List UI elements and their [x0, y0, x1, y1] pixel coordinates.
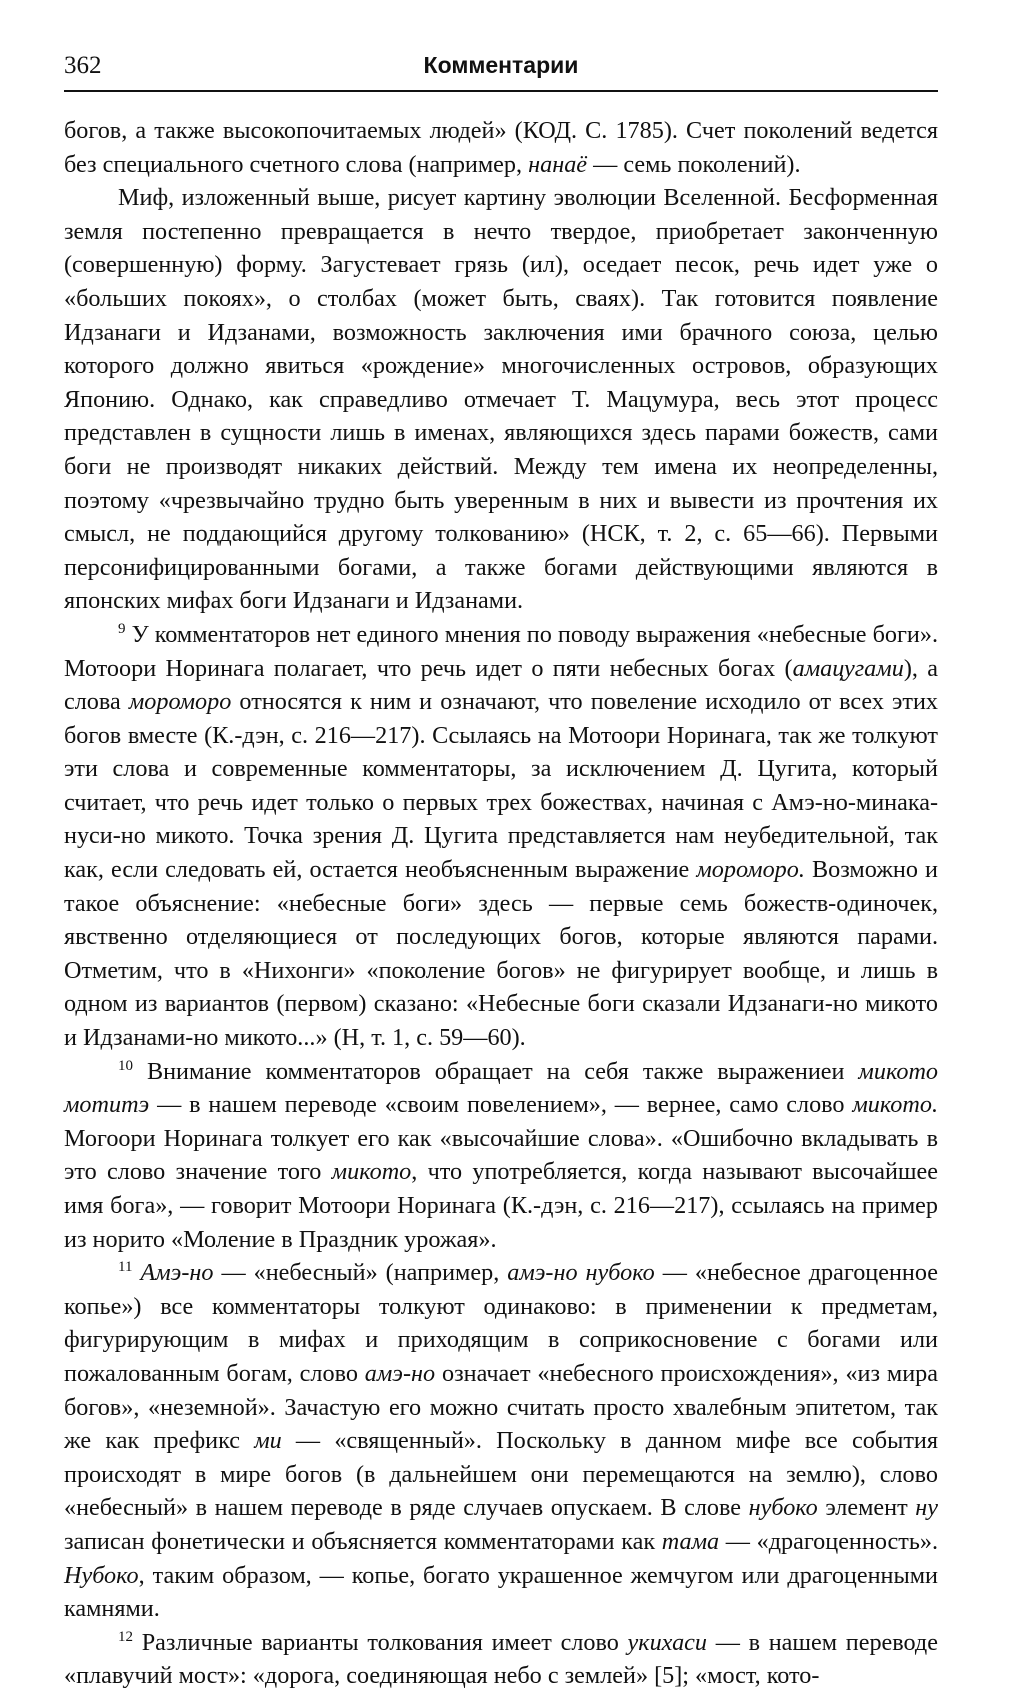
text-run: элемент [817, 1494, 916, 1522]
italic-term: укихаси [627, 1628, 708, 1656]
italic-term: мороморо [128, 688, 232, 716]
page-number: 362 [64, 52, 102, 79]
text-run: — «священный». Поскольку в данном мифе все события происходят в мире богов (в дальнейшем они перемещаются на землю), слово «небесный» в нашем переводе в ряде случаев опускаем. В слове [64, 1427, 938, 1522]
footnote-10 [64, 1055, 938, 1257]
footnote-12 [64, 1626, 938, 1693]
italic-term: микото мотитэ [64, 1057, 938, 1119]
text-run: Внимание комментаторов обращает на себя также выражениеи [133, 1057, 859, 1085]
paragraph-myth [64, 181, 938, 618]
footnote-9 [64, 618, 938, 1055]
footnote-marker: 9 [118, 620, 126, 637]
text-run: записан фонетически и объясняется комментаторами как [64, 1527, 662, 1555]
text-run: ), а слова [64, 654, 938, 716]
text-run: — семь поколений). [587, 150, 801, 178]
text-run: богов, а также высокопочитаемых людей» (КОД. С. 1785). Счет поколений ведется без специального счетного слова (например, [64, 117, 938, 178]
book-page [64, 44, 938, 1693]
italic-term: ми [254, 1427, 282, 1455]
italic-term: мороморо. [696, 856, 805, 884]
footnote-marker: 12 [118, 1628, 133, 1645]
italic-term: нанаё [528, 150, 588, 178]
italic-term: микото [331, 1158, 412, 1186]
italic-term: Нубоко [64, 1561, 139, 1589]
paragraph-continuation [64, 114, 938, 181]
text-run: — «драгоценность». [719, 1527, 938, 1555]
italic-term: микото. [852, 1091, 938, 1119]
text-run: — «небесный» (например, [213, 1259, 508, 1287]
italic-term: нубоко [748, 1494, 818, 1522]
italic-term: амэ-но [364, 1359, 436, 1387]
text-run: Возможно и такое объяснение: «небесные боги» здесь — первые семь божеств-одиночек, явственно отделяющиеся от последующих богов, которые являются парами. Отметим, что в «Нихонги» «поколение богов» не фигурирует вообще, и лишь в одном из вариантов (первом) сказано: «Небесные боги сказали Идзанаги-но микото и Идзанами-но микото...» (Н, т. 1, с. 59—60). [64, 856, 938, 1052]
text-run: — «небесное драгоценное копье») все комментаторы толкуют одинаково: в применении к предметам, фигурирующим в мифах и приходящим в соприкосновение с богами или пожалованным богам, слово [64, 1259, 938, 1387]
italic-term: тама [661, 1527, 720, 1555]
footnote-marker: 11 [118, 1259, 133, 1276]
text-run: — в нашем переводе «плавучий мост»: «дорога, соединяющая небо с землей» [5]; «мост, кото- [64, 1628, 938, 1690]
italic-term: Амэ-но [140, 1259, 214, 1287]
text-run: Могоори Норинага толкует его как «высочайшие слова». «Ошибочно вкладывать в это слово значение того [64, 1124, 938, 1186]
text-run: означает «небесного происхождения», «из мира богов», «неземной». Зачастую его можно считать просто хвалебным эпитетом, так же как префикс [64, 1359, 938, 1455]
text-run: относятся к ним и означают, что повеление исходило от всех этих богов вместе (К.-дэн, с. 216—217). Ссылаясь на Мотоори Норинага, так же толкуют эти слова и современные комментаторы, за исключением Д. Цугита, который считает, что речь идет только о первых трех божествах, начиная с Амэ-но-минака-нуси-но микото. Точка зрения Д. Цугита представляется нам неубедительной, так как, если следовать ей, остается необъясненным выражение [64, 688, 938, 884]
text-run: Различные варианты толкования имеет слово [133, 1628, 628, 1656]
italic-term: ну [915, 1494, 938, 1522]
text-run: , что употребляется, когда называют высочайшее имя бога», — говорит Мотоори Норинага (К.-дэн, с. 216—217), ссылаясь на пример из норито «Моление в Праздник урожая». [64, 1158, 938, 1253]
italic-term: амацугами [792, 654, 904, 682]
text-run: , таким образом, — копье, богато украшенное жемчугом или драгоценными камнями. [64, 1561, 938, 1623]
page-header [64, 44, 938, 92]
text-run: — в нашем переводе «своим повелением», — вернее, само слово [149, 1091, 853, 1119]
footnote-marker: 10 [118, 1057, 133, 1074]
running-head: Комментарии [423, 52, 579, 78]
footnote-11 [64, 1256, 938, 1626]
page-body [64, 114, 938, 1693]
italic-term: амэ-но нубоко [507, 1259, 655, 1287]
text-run: У комментаторов нет единого мнения по поводу выражения «небесные боги». Мотоори Норинага полагает, что речь идет о пяти небесных богах ( [64, 620, 938, 682]
text-run: Миф, изложенный выше, рисует картину эволюции Вселенной. Бесформенная земля постепенно превращается в нечто твердое, приобретает законченную (совершенную) форму. Загустевает грязь (ил), оседает песок, речь идет уже о «больших покоях», о столбах (может быть, сваях). Так готовится появление Идзанаги и Идзанами, возможность заключения ими брачного союза, целью которого должно явиться «рождение» многочисленных островов, образующих Японию. Однако, как справедливо отмечает Т. Мацумура, весь этот процесс представлен в сущности лишь в именах, являющихся здесь парами божеств, сами боги не производят никаких действий. Между тем имена их неопределенны, поэтому «чрезвычайно трудно быть уверенным в них и вывести из прочтения их смысл, не поддающийся другому толкованию» (НСК, т. 2, с. 65—66). Первыми персонифицированными богами, а также богами действующими являются в японских мифах боги Идзанаги и Идзанами. [64, 184, 938, 615]
